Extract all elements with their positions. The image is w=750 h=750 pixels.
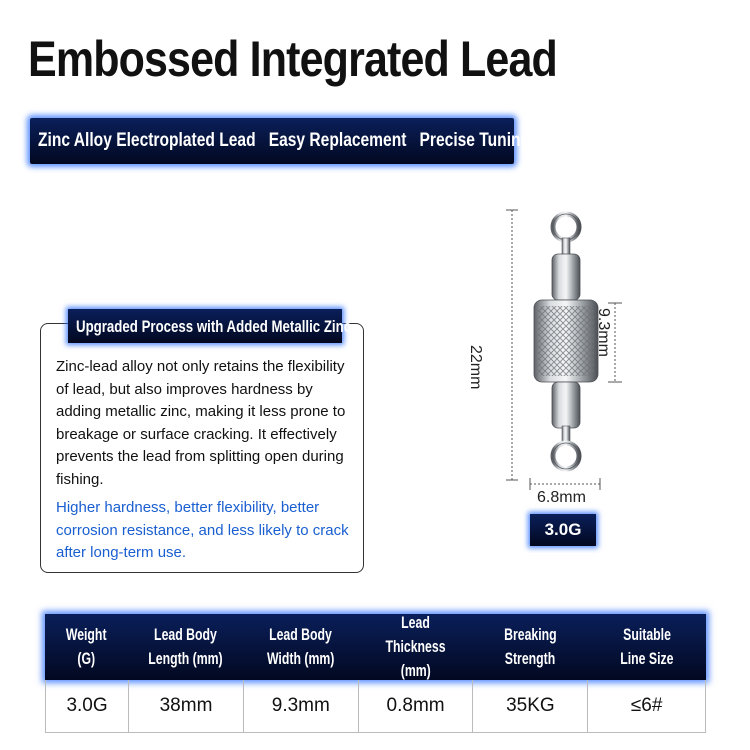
info-body-text: Zinc-lead alloy not only retains the flexibility of lead, but also improves hardness by adding metallic zinc, making it less prone to breakage or surface cracking. It effectively prevents the lead from splitting open during fishing. — [56, 358, 346, 488]
cell-body-length: 38mm — [129, 680, 244, 732]
width-dimension-label: 9.3mm — [595, 308, 612, 357]
cell-body-width: 9.3mm — [244, 680, 359, 732]
header-breaking-strength: Breaking Strength — [504, 625, 557, 668]
cell-line-size: ≤6# — [630, 695, 663, 716]
header-body-length: Lead Body Length (mm) — [148, 625, 223, 668]
feature-banner — [30, 118, 531, 164]
cell-thickness: 0.8mm — [359, 680, 474, 732]
feature-list — [38, 130, 543, 152]
header-thickness: Lead Thickness (mm) — [385, 613, 446, 680]
diameter-dimension-label: 6.8mm — [537, 489, 586, 506]
swivel-lead-diagram — [470, 200, 640, 500]
info-label-text: Upgraded Process with Added Metallic Zinc — [76, 317, 352, 336]
feature-zinc-alloy: Zinc Alloy Electroplated Lead — [38, 130, 256, 151]
feature-easy-replacement: Easy Replacement — [268, 130, 407, 151]
info-highlight-text: Higher hardness, better flexibility, better corrosion resistance, and less likely to crack after long-term use. — [56, 499, 349, 561]
cell-weight: 3.0G — [46, 680, 129, 732]
header-weight: Weight (G) — [66, 625, 107, 668]
bottom-barrel — [552, 382, 580, 428]
feature-precise-tuning: Precise Tuning — [419, 130, 531, 151]
cell-breaking-strength: 35KG — [473, 680, 588, 732]
spec-table — [45, 614, 706, 733]
weight-tag: 3.0G — [530, 514, 596, 546]
length-dimension-label: 22mm — [467, 345, 484, 390]
spec-table-header — [45, 614, 706, 680]
info-label — [68, 309, 352, 343]
header-line-size: Suitable Line Size — [620, 625, 674, 668]
header-body-width: Lead Body Width (mm) — [266, 625, 335, 668]
page-title: Embossed Integrated Lead — [28, 31, 557, 87]
table-row — [45, 680, 706, 733]
top-barrel — [552, 254, 580, 300]
